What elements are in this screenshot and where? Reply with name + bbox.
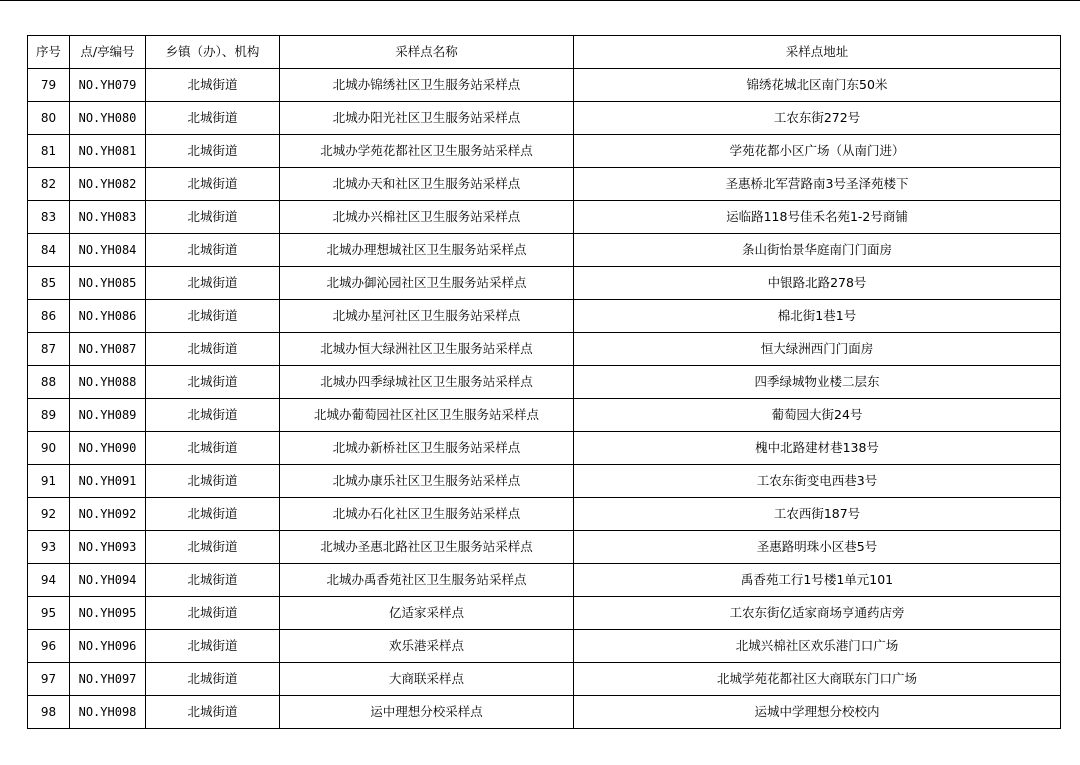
cell-code: NO.YH093 bbox=[70, 531, 146, 564]
cell-name: 北城办星河社区卫生服务站采样点 bbox=[280, 300, 574, 333]
cell-code: NO.YH085 bbox=[70, 267, 146, 300]
cell-name: 大商联采样点 bbox=[280, 663, 574, 696]
cell-town: 北城街道 bbox=[146, 135, 280, 168]
cell-address: 北城兴棉社区欢乐港门口广场 bbox=[574, 630, 1061, 663]
cell-town: 北城街道 bbox=[146, 465, 280, 498]
table-row bbox=[28, 267, 1061, 300]
table-row bbox=[28, 597, 1061, 630]
cell-code: NO.YH096 bbox=[70, 630, 146, 663]
cell-index: 98 bbox=[28, 696, 70, 729]
cell-code: NO.YH084 bbox=[70, 234, 146, 267]
cell-index: 97 bbox=[28, 663, 70, 696]
cell-town: 北城街道 bbox=[146, 630, 280, 663]
cell-address: 学苑花都小区广场（从南门进） bbox=[574, 135, 1061, 168]
table-row bbox=[28, 168, 1061, 201]
cell-town: 北城街道 bbox=[146, 696, 280, 729]
cell-town: 北城街道 bbox=[146, 597, 280, 630]
cell-town: 北城街道 bbox=[146, 432, 280, 465]
table-row bbox=[28, 300, 1061, 333]
cell-code: NO.YH089 bbox=[70, 399, 146, 432]
table-row bbox=[28, 498, 1061, 531]
table-row bbox=[28, 69, 1061, 102]
cell-name: 北城办理想城社区卫生服务站采样点 bbox=[280, 234, 574, 267]
cell-code: NO.YH086 bbox=[70, 300, 146, 333]
cell-name: 北城办天和社区卫生服务站采样点 bbox=[280, 168, 574, 201]
cell-address: 葡萄园大街24号 bbox=[574, 399, 1061, 432]
cell-name: 北城办兴棉社区卫生服务站采样点 bbox=[280, 201, 574, 234]
cell-address: 运城中学理想分校校内 bbox=[574, 696, 1061, 729]
header-name: 采样点名称 bbox=[280, 36, 574, 69]
table-row bbox=[28, 333, 1061, 366]
cell-index: 91 bbox=[28, 465, 70, 498]
cell-index: 81 bbox=[28, 135, 70, 168]
table-row bbox=[28, 465, 1061, 498]
cell-address: 运临路118号佳禾名苑1-2号商铺 bbox=[574, 201, 1061, 234]
cell-name: 北城办圣惠北路社区卫生服务站采样点 bbox=[280, 531, 574, 564]
cell-town: 北城街道 bbox=[146, 399, 280, 432]
cell-index: 95 bbox=[28, 597, 70, 630]
cell-index: 79 bbox=[28, 69, 70, 102]
cell-code: NO.YH081 bbox=[70, 135, 146, 168]
cell-name: 欢乐港采样点 bbox=[280, 630, 574, 663]
cell-name: 北城办康乐社区卫生服务站采样点 bbox=[280, 465, 574, 498]
cell-code: NO.YH094 bbox=[70, 564, 146, 597]
cell-address: 禹香苑工行1号楼1单元101 bbox=[574, 564, 1061, 597]
cell-name: 北城办学苑花都社区卫生服务站采样点 bbox=[280, 135, 574, 168]
cell-code: NO.YH080 bbox=[70, 102, 146, 135]
top-border-line bbox=[0, 0, 1080, 1]
table-row bbox=[28, 432, 1061, 465]
table-row bbox=[28, 696, 1061, 729]
cell-address: 北城学苑花都社区大商联东门口广场 bbox=[574, 663, 1061, 696]
cell-name: 北城办四季绿城社区卫生服务站采样点 bbox=[280, 366, 574, 399]
cell-town: 北城街道 bbox=[146, 663, 280, 696]
cell-address: 条山街怡景华庭南门门面房 bbox=[574, 234, 1061, 267]
cell-address: 工农东街272号 bbox=[574, 102, 1061, 135]
cell-index: 85 bbox=[28, 267, 70, 300]
cell-address: 四季绿城物业楼二层东 bbox=[574, 366, 1061, 399]
cell-index: 83 bbox=[28, 201, 70, 234]
cell-town: 北城街道 bbox=[146, 267, 280, 300]
cell-index: 94 bbox=[28, 564, 70, 597]
cell-town: 北城街道 bbox=[146, 69, 280, 102]
cell-town: 北城街道 bbox=[146, 300, 280, 333]
cell-index: 92 bbox=[28, 498, 70, 531]
cell-town: 北城街道 bbox=[146, 498, 280, 531]
cell-code: NO.YH092 bbox=[70, 498, 146, 531]
cell-address: 圣惠桥北军营路南3号圣泽苑楼下 bbox=[574, 168, 1061, 201]
cell-code: NO.YH082 bbox=[70, 168, 146, 201]
table-row bbox=[28, 102, 1061, 135]
table-row bbox=[28, 630, 1061, 663]
cell-index: 82 bbox=[28, 168, 70, 201]
table-row bbox=[28, 564, 1061, 597]
cell-index: 96 bbox=[28, 630, 70, 663]
table-row bbox=[28, 366, 1061, 399]
cell-code: NO.YH088 bbox=[70, 366, 146, 399]
cell-name: 北城办禹香苑社区卫生服务站采样点 bbox=[280, 564, 574, 597]
cell-address: 工农东街变电西巷3号 bbox=[574, 465, 1061, 498]
cell-address: 锦绣花城北区南门东50米 bbox=[574, 69, 1061, 102]
cell-index: 89 bbox=[28, 399, 70, 432]
cell-name: 运中理想分校采样点 bbox=[280, 696, 574, 729]
cell-index: 86 bbox=[28, 300, 70, 333]
cell-code: NO.YH079 bbox=[70, 69, 146, 102]
header-town: 乡镇（办）、机构 bbox=[146, 36, 280, 69]
cell-name: 北城办锦绣社区卫生服务站采样点 bbox=[280, 69, 574, 102]
cell-code: NO.YH095 bbox=[70, 597, 146, 630]
table-body bbox=[28, 69, 1061, 729]
cell-address: 工农西街187号 bbox=[574, 498, 1061, 531]
cell-town: 北城街道 bbox=[146, 102, 280, 135]
cell-name: 亿适家采样点 bbox=[280, 597, 574, 630]
cell-code: NO.YH098 bbox=[70, 696, 146, 729]
cell-address: 恒大绿洲西门门面房 bbox=[574, 333, 1061, 366]
cell-index: 84 bbox=[28, 234, 70, 267]
table-row bbox=[28, 399, 1061, 432]
cell-code: NO.YH083 bbox=[70, 201, 146, 234]
cell-code: NO.YH090 bbox=[70, 432, 146, 465]
header-address: 采样点地址 bbox=[574, 36, 1061, 69]
table-row bbox=[28, 663, 1061, 696]
header-index: 序号 bbox=[28, 36, 70, 69]
cell-index: 90 bbox=[28, 432, 70, 465]
cell-address: 中银路北路278号 bbox=[574, 267, 1061, 300]
cell-index: 87 bbox=[28, 333, 70, 366]
cell-name: 北城办御沁园社区卫生服务站采样点 bbox=[280, 267, 574, 300]
cell-address: 槐中北路建材巷138号 bbox=[574, 432, 1061, 465]
table-row bbox=[28, 234, 1061, 267]
cell-town: 北城街道 bbox=[146, 168, 280, 201]
cell-town: 北城街道 bbox=[146, 333, 280, 366]
cell-name: 北城办恒大绿洲社区卫生服务站采样点 bbox=[280, 333, 574, 366]
table-header-row bbox=[28, 36, 1061, 69]
cell-town: 北城街道 bbox=[146, 564, 280, 597]
cell-index: 88 bbox=[28, 366, 70, 399]
cell-name: 北城办石化社区卫生服务站采样点 bbox=[280, 498, 574, 531]
cell-code: NO.YH087 bbox=[70, 333, 146, 366]
header-code: 点/亭编号 bbox=[70, 36, 146, 69]
cell-index: 93 bbox=[28, 531, 70, 564]
cell-town: 北城街道 bbox=[146, 531, 280, 564]
table-row bbox=[28, 531, 1061, 564]
cell-address: 圣惠路明珠小区巷5号 bbox=[574, 531, 1061, 564]
cell-address: 工农东街亿适家商场亨通药店旁 bbox=[574, 597, 1061, 630]
cell-town: 北城街道 bbox=[146, 201, 280, 234]
table-row bbox=[28, 135, 1061, 168]
cell-name: 北城办新桥社区卫生服务站采样点 bbox=[280, 432, 574, 465]
table-row bbox=[28, 201, 1061, 234]
cell-name: 北城办阳光社区卫生服务站采样点 bbox=[280, 102, 574, 135]
cell-index: 80 bbox=[28, 102, 70, 135]
cell-code: NO.YH091 bbox=[70, 465, 146, 498]
cell-name: 北城办葡萄园社区社区卫生服务站采样点 bbox=[280, 399, 574, 432]
cell-code: NO.YH097 bbox=[70, 663, 146, 696]
cell-town: 北城街道 bbox=[146, 366, 280, 399]
cell-address: 棉北街1巷1号 bbox=[574, 300, 1061, 333]
cell-town: 北城街道 bbox=[146, 234, 280, 267]
sampling-points-table bbox=[27, 35, 1061, 729]
